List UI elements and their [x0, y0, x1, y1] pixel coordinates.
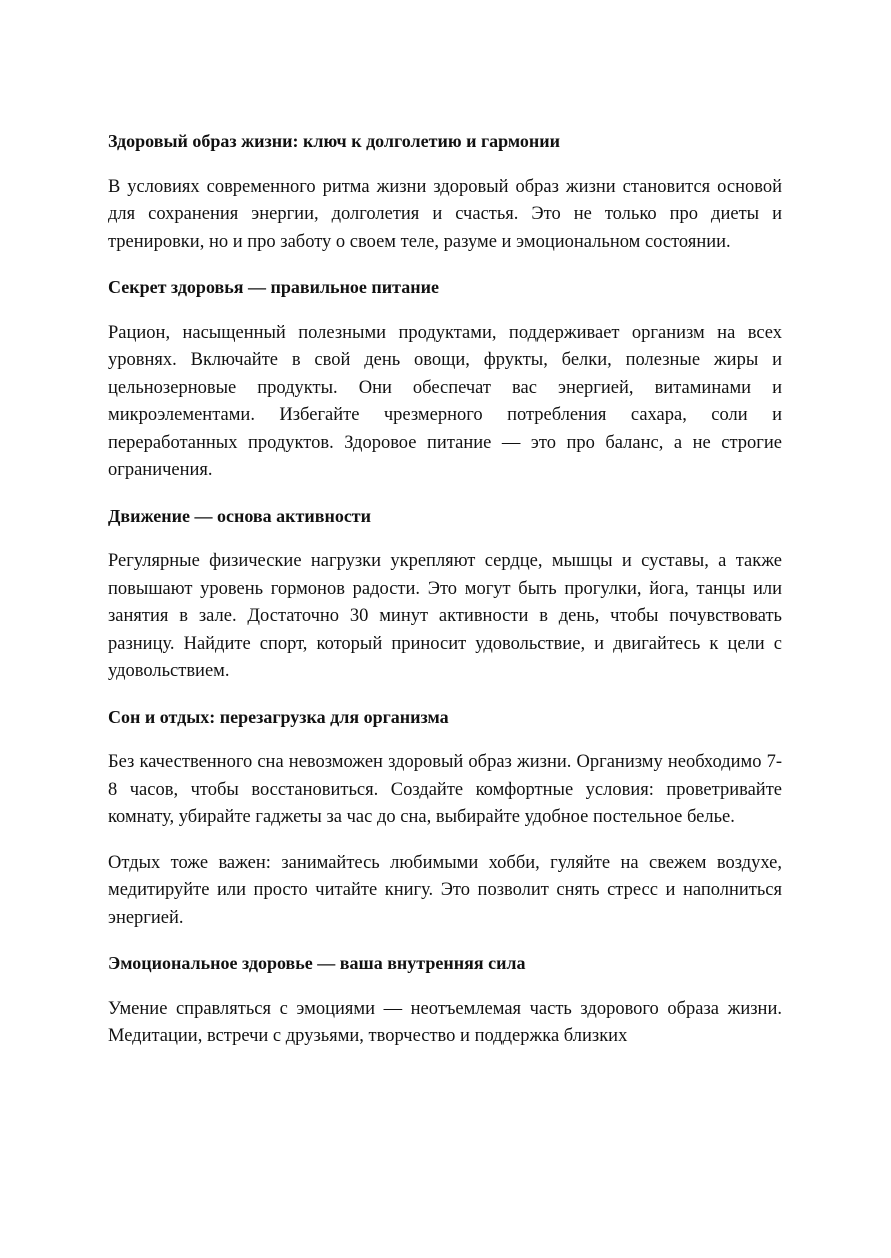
document-page — [108, 128, 782, 1051]
document-title: Здоровый образ жизни: ключ к долголетию и гармонии — [108, 131, 560, 151]
intro-paragraph: В условиях современного ритма жизни здоровый образ жизни становится основой для сохранения энергии, долголетия и счастья. Это не только про диеты и тренировки, но и про заботу о своем теле, разуме и эмоциональном состоянии. — [108, 176, 782, 252]
section-paragraph-movement: Регулярные физические нагрузки укрепляют сердце, мышцы и суставы, а также повышают уровень гормонов радости. Это могут быть прогулки, йога, танцы или занятия в зале. Достаточно 30 минут активности в день, чтобы почувствовать разницу. Найдите спорт, который приносит удовольствие, и двигайтесь к цели с удовольствием. — [108, 551, 782, 681]
section-paragraph-emotional: Умение справляться с эмоциями — неотъемлемая часть здорового образа жизни. Медитации, встречи с друзьями, творчество и поддержка близких — [108, 998, 782, 1046]
section-paragraph-sleep-1: Без качественного сна невозможен здоровый образ жизни. Организму необходимо 7-8 часов, чтобы восстановиться. Создайте комфортные условия: проветривайте комнату, убирайте гаджеты за час до сна, выбирайте удобное постельное белье. — [108, 752, 782, 827]
section-heading-nutrition: Секрет здоровья — правильное питание — [108, 277, 439, 297]
section-paragraph-sleep-2: Отдых тоже важен: занимайтесь любимыми хобби, гуляйте на свежем воздухе, медитируйте или просто читайте книгу. Это позволит снять стресс и наполниться энергией. — [108, 852, 782, 928]
section-paragraph-nutrition: Рацион, насыщенный полезными продуктами, поддерживает организм на всех уровнях. Включайте в свой день овощи, фрукты, белки, полезные жиры и цельнозерновые продукты. Они обеспечат вас энергией, витаминами и микроэлементами. Избегайте чрезмерного потребления сахара, соли и переработанных продуктов. Здоровое питание — это про баланс, а не строгие ограничения. — [108, 322, 782, 480]
section-heading-movement: Движение — основа активности — [108, 505, 372, 526]
section-heading-emotional: Эмоциональное здоровье — ваша внутренняя сила — [108, 953, 526, 973]
section-heading-sleep: Сон и отдых: перезагрузка для организма — [108, 706, 449, 727]
